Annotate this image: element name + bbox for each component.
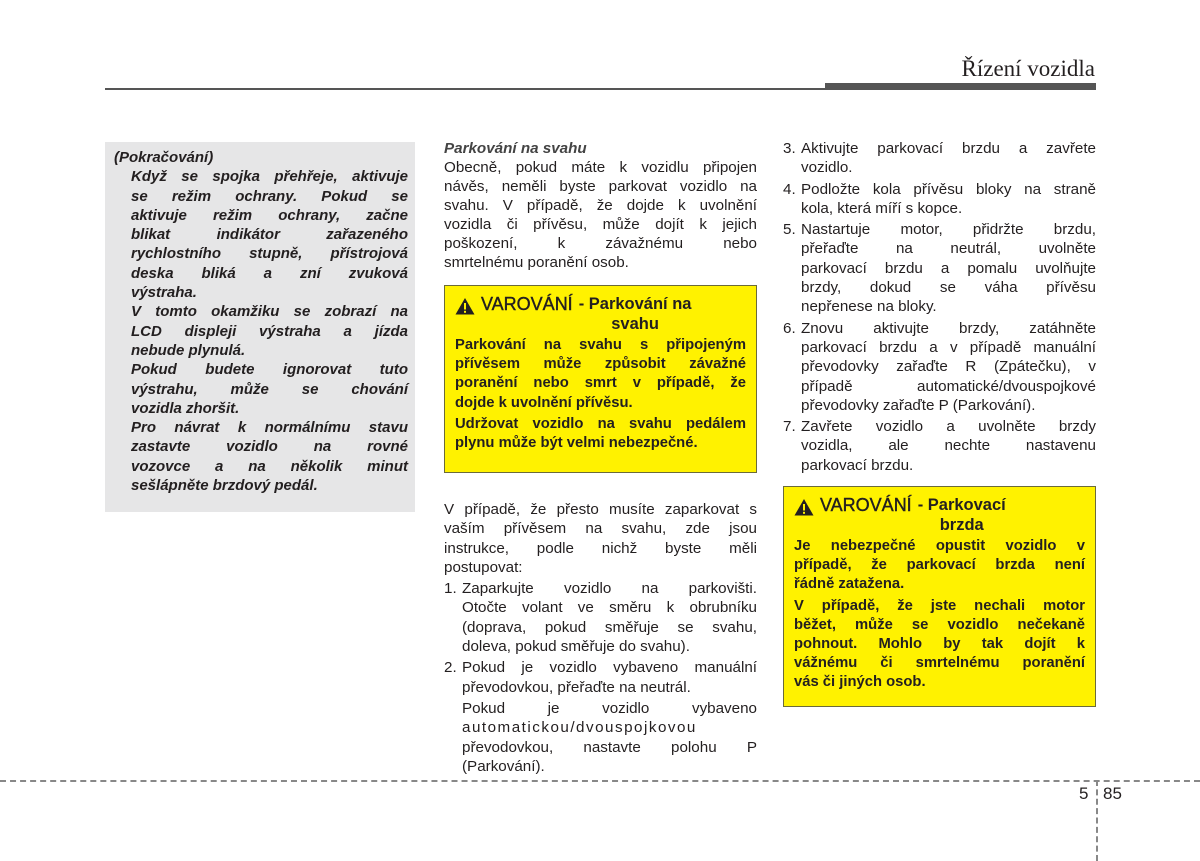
warning-subtitle-line: - Parkovací xyxy=(917,496,1006,514)
warning-subtitle-line: - Parkování na xyxy=(578,295,692,313)
warning-paragraph xyxy=(794,537,1085,595)
warning-subtitle xyxy=(918,495,1006,535)
text-line: smrtelnému poranění osob. xyxy=(444,254,629,271)
list-item xyxy=(444,658,757,697)
item-number: 7. xyxy=(783,418,796,436)
text-line: běžet, může se vozidlo nečekaně xyxy=(794,616,1085,633)
text-line: parkovací brzdu. xyxy=(801,456,914,474)
text-line: dojde k uvolnění přívěsu. xyxy=(455,394,633,411)
text-line: vaším přívěsem na svahu, zde jsou xyxy=(444,520,757,538)
text-line: případě, že parkovací brzda není xyxy=(794,557,1085,574)
text-line: vážnému či smrtelnému poranění xyxy=(794,655,1085,672)
list-item xyxy=(444,579,757,656)
header-rule xyxy=(105,88,1096,90)
text-line: postupovat: xyxy=(444,558,523,576)
text-line: plynu může být velmi nebezpečné. xyxy=(455,434,698,451)
text-line: LCD displeji výstraha a jízda xyxy=(131,322,408,340)
steps-list xyxy=(444,579,757,699)
warning-label: VAROVÁNÍ xyxy=(481,294,573,314)
text-line: návěs, neměli byste parkovat vozidlo na xyxy=(444,178,757,195)
warning-box-parking-brake xyxy=(783,486,1096,707)
text-line: nepřenese na bloky. xyxy=(801,298,937,316)
text-line: kola, která míří s kopce. xyxy=(801,199,963,217)
text-line: (Parkování). xyxy=(462,757,545,775)
list-item xyxy=(783,319,1096,415)
warning-paragraph xyxy=(794,597,1085,693)
text-line: převodovkou, nastavte polohu P xyxy=(462,738,757,756)
text-line: se režim ochrany. Pokud se xyxy=(131,187,408,205)
text-line: výstrahu, může se chování xyxy=(131,380,408,398)
continuation-note xyxy=(105,142,415,512)
text-line: převodovkou, přeřaďte na neutrál. xyxy=(462,678,691,696)
text-line: nebude plynulá. xyxy=(131,341,246,359)
middle-column xyxy=(444,139,757,272)
note-paragraph xyxy=(131,418,408,495)
item-number: 1. xyxy=(444,580,457,598)
text-line: řádně zatažena. xyxy=(794,576,905,593)
footer-dashed-rule xyxy=(0,780,1200,782)
text-line: přeřaďte na neutrál, uvolněte xyxy=(801,240,1096,258)
warning-label: VAROVÁNÍ xyxy=(820,495,912,515)
text-line: instrukce, podle nichž byste měli xyxy=(444,539,757,557)
warning-subtitle-line: brzda xyxy=(939,516,984,534)
text-line: vozidlo. xyxy=(801,159,853,177)
text-line: Zaparkujte vozidlo na parkovišti. xyxy=(462,580,757,598)
text-line: V případě, že jste nechali motor xyxy=(794,597,1085,614)
text-line: výstraha. xyxy=(131,284,197,302)
page-number: 85 xyxy=(1103,784,1122,803)
text-line: parkovací brzdu a v případě manuální xyxy=(801,338,1096,356)
item-number: 4. xyxy=(783,180,796,198)
note-label: (Pokračování) xyxy=(114,149,214,166)
item-number: 2. xyxy=(444,659,457,677)
text-line: vozidla, ale nechte nastavenu xyxy=(801,437,1096,455)
item-number: 3. xyxy=(783,140,796,157)
text-line: převodovky zařaďte P (Parkování). xyxy=(801,396,1036,414)
text-line: poranění nebo smrt v případě, že xyxy=(455,375,746,392)
text-line: sešlápněte brzdový pedál. xyxy=(131,477,318,495)
text-line: poškození, k závažnému nebo xyxy=(444,235,757,252)
list-item xyxy=(783,139,1096,178)
list-item xyxy=(783,180,1096,219)
text-line: aktivuje režim ochrany, začne xyxy=(131,206,408,224)
text-line: (doprava, pokud směřuje se svahu, xyxy=(462,618,757,636)
text-line: Aktivujte parkovací brzdu a zavřete xyxy=(801,140,1096,157)
list-item xyxy=(783,417,1096,475)
text-line: blikat indikátor zařazeného xyxy=(131,226,408,244)
text-line: Pokud je vozidlo vybaveno manuální xyxy=(462,659,757,677)
note-paragraph xyxy=(131,302,408,360)
text-line: Nastartuje motor, přidržte brzdu, xyxy=(801,221,1096,239)
text-line: vozovce a na několik minut xyxy=(131,457,408,475)
text-line: Obecně, pokud máte k vozidlu připojen xyxy=(444,159,757,176)
text-line: Zavřete vozidlo a uvolněte brzdy xyxy=(801,418,1096,436)
note-paragraph xyxy=(131,167,408,302)
note-paragraph xyxy=(131,360,408,418)
item-number: 6. xyxy=(783,319,796,337)
text-line: V případě, že přesto musíte zaparkovat s xyxy=(444,501,757,518)
text-line: Když se spojka přehřeje, aktivuje xyxy=(131,168,408,186)
warning-subtitle xyxy=(579,294,692,334)
footer-dashed-divider xyxy=(1096,780,1098,861)
text-line: parkovací brzdu a pomalu uvolňujte xyxy=(801,259,1096,277)
warning-triangle-icon xyxy=(455,297,475,315)
text-line: Podložte kola přívěsu bloky na straně xyxy=(801,180,1096,198)
note-body xyxy=(114,167,408,495)
text-line: Je nebezpečné opustit vozidlo v xyxy=(794,538,1085,554)
section-title: Řízení vozidla xyxy=(961,56,1095,81)
text-line: Otočte volant ve směru k obrubníku xyxy=(462,599,757,617)
text-line: případě automatické/dvouspojkové xyxy=(801,377,1096,395)
section-number: 5 xyxy=(1079,784,1089,803)
text-line: rychlostního stupně, přístrojová xyxy=(131,245,408,263)
text-line: Parkování na svahu s připojeným xyxy=(455,337,746,353)
text-line: vás či jiných osob. xyxy=(794,674,926,691)
text-line: doleva, pokud směřuje do svahu). xyxy=(462,638,690,656)
warning-triangle-icon xyxy=(794,498,814,516)
text-line: automatickou/dvouspojkovou xyxy=(462,719,697,737)
text-line: zastavte vozidlo na rovné xyxy=(131,438,408,456)
text-line: Pokud budete ignorovat tuto xyxy=(131,361,408,379)
text-line: Pokud je vozidlo vybaveno xyxy=(462,699,757,717)
text-line: deska bliká a zní zvuková xyxy=(131,264,408,282)
text-line: Udržovat vozidlo na svahu pedálem xyxy=(455,415,746,432)
text-line: vozidla či přívěsu, může dojít k jejich xyxy=(444,216,757,233)
text-line: převodovky zařaďte R (Zpátečku), v xyxy=(801,358,1096,376)
step-2-extra xyxy=(444,699,757,776)
text-line: V tomto okamžiku se zobrazí na xyxy=(131,303,408,321)
warning-subtitle-line: svahu xyxy=(611,315,659,333)
list-item xyxy=(783,220,1096,316)
middle-column-lower xyxy=(444,500,757,776)
text-line: přívěsem může způsobit závažné xyxy=(455,356,746,373)
intro-paragraph xyxy=(444,158,757,272)
text-line: Znovu aktivujte brzdy, zatáhněte xyxy=(801,319,1096,337)
text-line: Pro návrat k normálnímu stavu xyxy=(131,419,408,437)
warning-paragraph xyxy=(455,336,746,413)
text-line: pohnout. Mohlo by tak dojít k xyxy=(794,635,1085,652)
text-line: vozidla zhoršit. xyxy=(131,399,240,417)
right-column xyxy=(783,139,1096,477)
text-line: brzdy, dokud se váha přívěsu xyxy=(801,279,1096,297)
warning-title xyxy=(794,495,1085,535)
text-line: svahu. V případě, že dojde k uvolnění xyxy=(444,197,757,214)
warning-box-slope xyxy=(444,285,757,473)
warning-title xyxy=(455,294,746,334)
instructions-paragraph xyxy=(444,500,757,577)
steps-list-continued xyxy=(783,139,1096,477)
section-heading: Parkování na svahu xyxy=(444,140,587,157)
warning-paragraph xyxy=(455,415,746,453)
item-number: 5. xyxy=(783,221,796,239)
